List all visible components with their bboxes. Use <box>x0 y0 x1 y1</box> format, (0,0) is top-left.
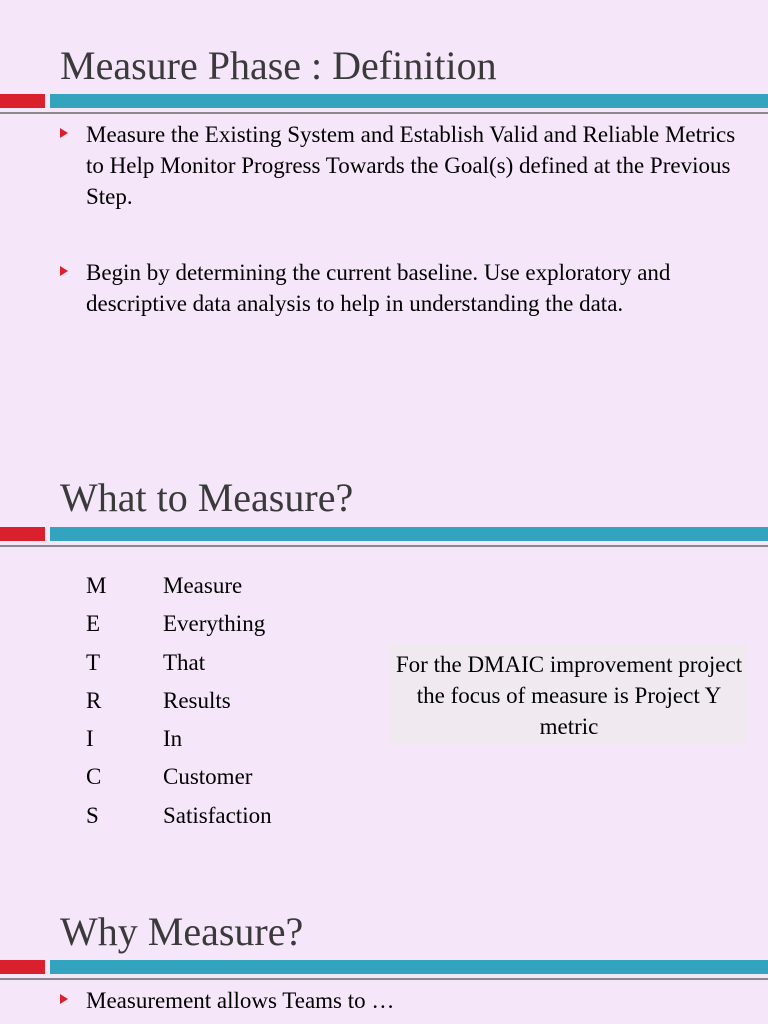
slide-title-why-measure: Why Measure? <box>60 909 304 954</box>
list-item: T That <box>86 649 206 675</box>
slide-title-definition: Measure Phase : Definition <box>60 43 497 88</box>
bullet-arrow-icon <box>60 266 68 276</box>
bullet-arrow-icon <box>60 128 68 138</box>
slide-title-what-to-measure: What to Measure? <box>60 475 354 520</box>
bullet-item: Measurement allows Teams to … <box>60 985 740 1016</box>
title-rule <box>0 958 768 982</box>
title-rule <box>0 525 768 549</box>
list-item: M Measure <box>86 573 243 598</box>
list-item: I In <box>86 726 183 752</box>
list-item: C Customer <box>86 764 253 790</box>
metrics-acronym-list <box>86 570 272 838</box>
title-rule <box>0 92 768 116</box>
list-item: S Satisfaction <box>86 802 272 828</box>
bullet-item: Measure the Existing System and Establish Valid and Reliable Metrics to Help Monitor Progress Towards the Goal(s) defined at the Previous Step. <box>60 119 740 212</box>
bullet-arrow-icon <box>60 994 68 1004</box>
list-item: E Everything <box>86 611 266 637</box>
dmaic-callout-box: For the DMAIC improvement project the focus of measure is Project Y metric <box>390 643 748 743</box>
list-item: R Results <box>86 687 231 713</box>
bullet-item: Begin by determining the current baseline. Use exploratory and descriptive data analysis to help in understanding the data. <box>60 257 740 319</box>
